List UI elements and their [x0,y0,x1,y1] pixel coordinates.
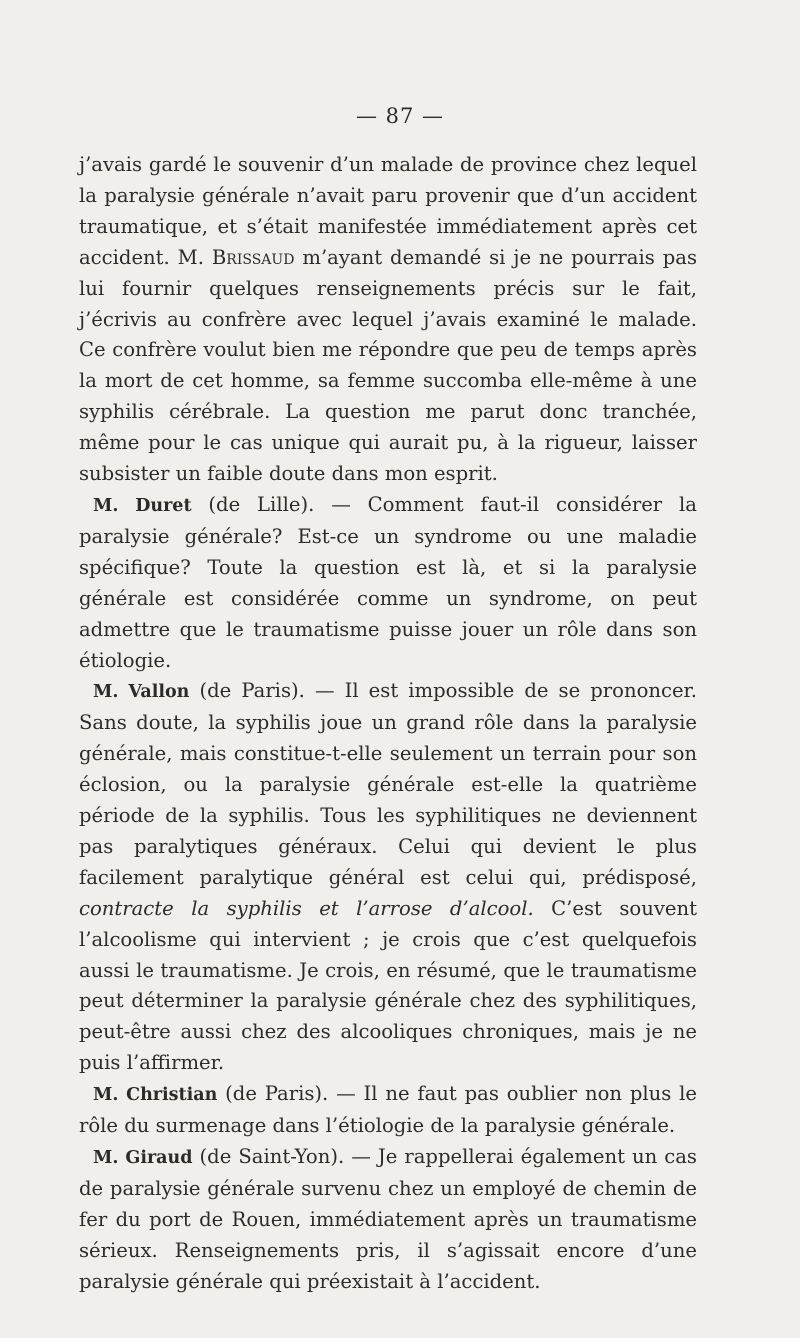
paragraph-text: (de Lille). — Comment faut-il considérer la paralysie générale? Est-ce un syndrome ou une maladie spécifique? Toute la question est là, et si la paralysie générale est considérée comme un syndrome, on peut admettre que le traumatisme puisse jouer un rôle dans son étiologie. [79,492,697,672]
paragraph-4 [79,1079,697,1142]
paragraph-text: (de Paris). — Il ne faut pas oublier non plus le rôle du surmenage dans l’étiologie de la paralysie générale. [79,1082,697,1138]
speaker-name: M. Giraud [93,1148,193,1168]
paragraph-5 [79,1142,697,1298]
paragraph-3 [79,676,697,1079]
paragraph-text: m’ayant demandé si je ne pourrais pas lui fournir quelques renseignements précis sur le fait, j’écrivis au confrère avec lequel j’avais examiné le malade. Ce confrère voulut bien me répondre que peu de temps après la mort de cet homme, sa femme succomba elle-même à une syphilis cérébrale. La question me parut donc tranchée, même pour le cas unique qui aurait pu, à la rigueur, laisser subsister un faible doute dans mon esprit. [79,245,697,486]
cited-name: Brissaud [211,245,295,269]
paragraph-1 [79,150,697,490]
paragraph-text: (de Paris). — Il est impossible de se prononcer. Sans doute, la syphilis joue un grand rôle dans la paralysie générale, mais constitue-t-elle seulement un terrain pour son éclosion, ou la paralysie générale est-elle la quatrième période de la syphilis. Tous les syphilitiques ne deviennent pas paralytiques généraux. Celui qui devient le plus facilement paralytique général est celui qui, prédisposé, [79,679,697,889]
paragraph-text: C’est souvent l’alcoolisme qui intervient ; je crois que c’est quelquefois aussi le traumatisme. Je crois, en résumé, que le traumatisme peut déterminer la paralysie générale chez des syphilitiques, peut-être aussi chez des alcooliques chroniques, mais je ne puis l’affirmer. [79,896,697,1075]
italic-phrase: contracte la syphilis et l’arrose d’alcool. [79,896,534,920]
body-text [79,150,697,1298]
paragraph-2 [79,490,697,676]
paragraph-text: (de Saint-Yon). — Je rappellerai également un cas de paralysie générale survenu chez un employé de chemin de fer du port de Rouen, immédiatement après un traumatisme sérieux. Renseignements pris, il s’agissait encore d’une paralysie générale qui préexistait à l’accident. [79,1145,697,1293]
paragraph-text: j’avais gardé le souvenir d’un malade de province chez lequel la paralysie générale n’avait paru provenir que d’un accident traumatique, et s’était manifestée immédiatement après cet accident. M. [79,153,697,269]
speaker-name: M. Christian [93,1085,218,1106]
page-number: — 87 — [355,104,445,128]
speaker-name: M. Vallon [93,682,190,703]
speaker-name: M. Duret [93,495,192,516]
